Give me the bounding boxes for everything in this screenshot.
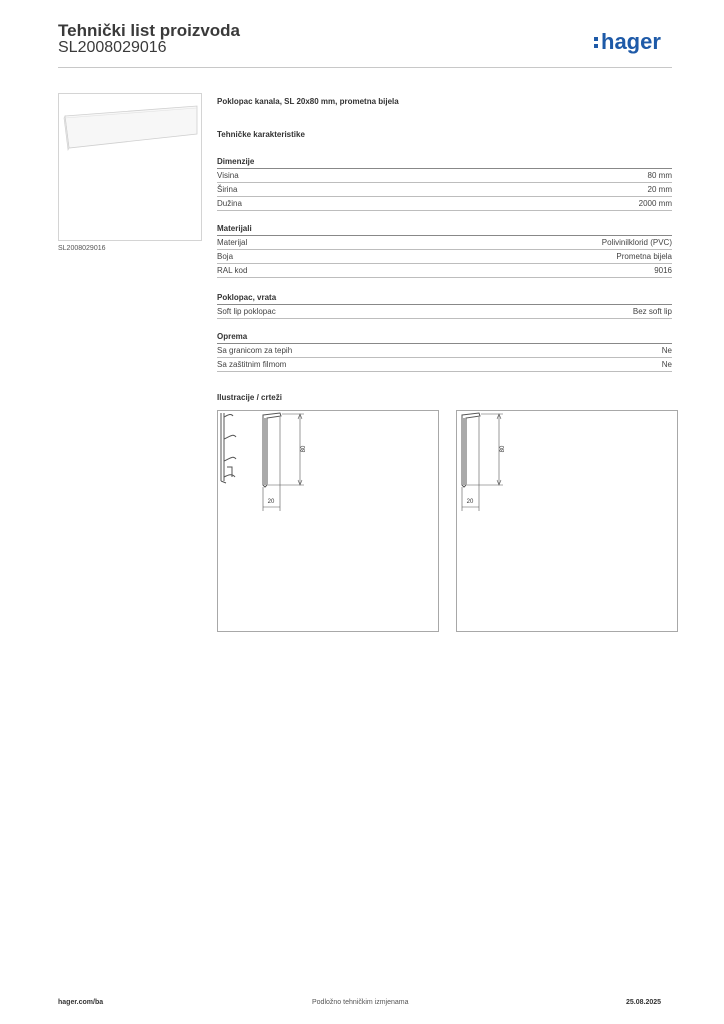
spec-section-poklopac [217, 291, 672, 319]
spec-label: Visina [217, 171, 239, 180]
footer-website-link[interactable]: hager.com/ba [58, 999, 104, 1006]
width-dimension-line [263, 417, 280, 511]
spec-value: 2000 mm [638, 199, 672, 208]
illustrations-heading: Ilustracije / crteži [217, 393, 282, 402]
header-divider [58, 67, 672, 68]
width-dimension-label: 20 [466, 499, 474, 505]
cover-profile [263, 413, 281, 487]
spec-row [217, 344, 672, 358]
technical-drawing-1 [217, 410, 439, 632]
spec-value: Ne [661, 346, 672, 355]
spec-row [217, 197, 672, 211]
spec-value: 20 mm [647, 185, 672, 194]
footer-disclaimer: Podložno tehničkim izmjenama [312, 999, 409, 1006]
spec-section-title: Materijali [217, 222, 672, 236]
spec-section-dimenzije [217, 155, 672, 211]
cover-profile [462, 413, 480, 487]
spec-label: Soft lip poklopac [217, 307, 276, 316]
width-dimension-label: 20 [267, 499, 275, 505]
spec-section-title: Poklopac, vrata [217, 291, 672, 305]
spec-label: Širina [217, 185, 238, 194]
spec-section-title: Dimenzije [217, 155, 672, 169]
product-image [58, 93, 202, 241]
product-code: SL2008029016 [58, 39, 167, 56]
spec-value: Ne [661, 360, 672, 369]
height-dimension-line [467, 414, 503, 485]
spec-label: Materijal [217, 238, 248, 247]
footer-date: 25.08.2025 [626, 999, 662, 1006]
spec-label: RAL kod [217, 266, 248, 275]
spec-row [217, 305, 672, 319]
technical-drawing-2 [456, 410, 678, 632]
cover-profile-illustration [59, 94, 201, 240]
spec-section-oprema [217, 330, 672, 372]
spec-value: Bez soft lip [632, 307, 672, 316]
height-dimension-label: 80 [500, 445, 506, 453]
spec-label: Boja [217, 252, 234, 261]
spec-row [217, 183, 672, 197]
accessory-profiles [221, 413, 236, 483]
spec-label: Sa granicom za tepih [217, 346, 293, 355]
spec-row [217, 250, 672, 264]
hager-logo [593, 28, 673, 56]
spec-row [217, 236, 672, 250]
logo-text: hager [601, 29, 661, 54]
spec-row [217, 169, 672, 183]
spec-section-materijali [217, 222, 672, 278]
spec-label: Dužina [217, 199, 242, 208]
spec-label: Sa zaštitnim filmom [217, 360, 287, 369]
profile-drawing [457, 411, 677, 631]
image-caption: SL2008029016 [58, 245, 106, 252]
document-title: Tehnički list proizvoda [58, 21, 240, 40]
product-description: Poklopac kanala, SL 20x80 mm, prometna bijela [217, 97, 399, 106]
spec-value: Polivinilklorid (PVC) [601, 238, 672, 247]
spec-row [217, 264, 672, 278]
technical-characteristics-heading: Tehničke karakteristike [217, 130, 305, 139]
spec-value: Prometna bijela [616, 252, 672, 261]
profile-drawing-with-accessories [218, 411, 438, 631]
spec-row [217, 358, 672, 372]
spec-value: 80 mm [647, 171, 672, 180]
spec-section-title: Oprema [217, 330, 672, 344]
width-dimension-line [462, 417, 479, 511]
height-dimension-line [268, 414, 304, 485]
spec-value: 9016 [654, 266, 672, 275]
height-dimension-label: 80 [301, 445, 307, 453]
